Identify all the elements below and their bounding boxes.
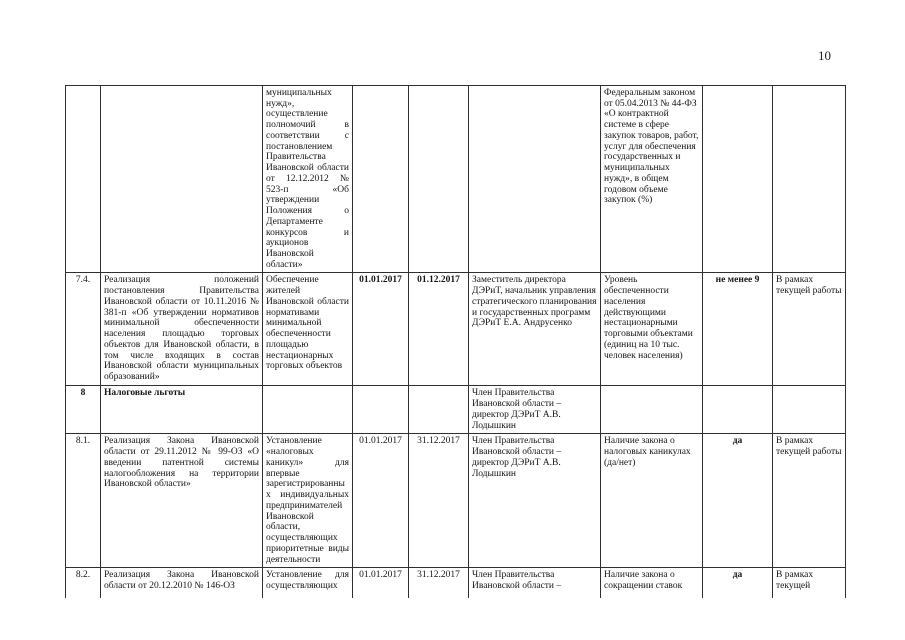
cell-indicator: Уровень обеспеченности населения действующими нестационарными торговыми объектами (единиц на 10 тыс. человек населения) [601, 273, 703, 386]
table-row [66, 273, 846, 386]
table-row [66, 434, 846, 568]
table-row-continuation [66, 86, 846, 273]
cell-start-date: 01.01.2017 [353, 434, 409, 568]
cell-start-date [353, 86, 409, 273]
cell-number: 7.4. [66, 273, 101, 386]
cell-start-date: 01.01.2017 [353, 273, 409, 386]
cell-indicator: Наличие закона о налоговых каникулах (да/нет) [601, 434, 703, 568]
cell-responsible: Член Правительства Ивановской области – [469, 568, 601, 598]
cell-value: да [703, 568, 773, 598]
cell-end-date: 01.12.2017 [409, 273, 469, 386]
cell-name [101, 86, 263, 273]
cell-measure: Установление для осуществляющих [263, 568, 353, 598]
table-row-cutoff [66, 568, 846, 598]
cell-number: 8.2. [66, 568, 101, 598]
cell-framework [773, 386, 846, 434]
cell-end-date: 31.12.2017 [409, 434, 469, 568]
cell-measure: Установление «налоговых каникул» для впервые зарегистрированных индивидуальных предпринимателей Ивановской области, осуществляющих приоритетные виды деятельности [263, 434, 353, 568]
cell-number [66, 86, 101, 273]
cell-indicator: Федеральным законом от 05.04.2013 № 44-ФЗ «О контрактной системе в сфере закупок товаров, работ, услуг для обеспечения государственных и муниципальных нужд», в общем годовом объеме закупок (%) [601, 86, 703, 273]
cell-responsible: Член Правительства Ивановской области – директор ДЭРиТ А.В. Лодышкин [469, 386, 601, 434]
cell-name: Реализация Закона Ивановской области от 20.12.2010 № 146-ОЗ [101, 568, 263, 598]
cell-value: да [703, 434, 773, 568]
cell-number: 8.1. [66, 434, 101, 568]
cell-end-date [409, 86, 469, 273]
cell-framework: В рамках текущей работы [773, 273, 846, 386]
cell-indicator: Наличие закона о сокращении ставок [601, 568, 703, 598]
cell-value [703, 86, 773, 273]
table-row-section [66, 386, 846, 434]
cell-measure: Обеспечение жителей Ивановской области нормативами минимальной обеспеченности площадью нестационарных торговых объектов [263, 273, 353, 386]
cell-start-date [353, 386, 409, 434]
cell-end-date: 31.12.2017 [409, 568, 469, 598]
cell-responsible: Заместитель директора ДЭРиТ, начальник управления стратегического планирования и государственных программ ДЭРиТ Е.А. Андрусенко [469, 273, 601, 386]
cell-measure [263, 386, 353, 434]
cell-value [703, 386, 773, 434]
cell-name: Реализация положений постановления Правительства Ивановской области от 10.11.2016 № 381-п «Об утверждении нормативов минимальной обеспеченности населения площадью торговых объектов для Ивановской области, в том числе входящих в состав Ивановской области муниципальных образований» [101, 273, 263, 386]
cell-value: не менее 9 [703, 273, 773, 386]
cell-responsible: Член Правительства Ивановской области – директор ДЭРиТ А.В. Лодышкин [469, 434, 601, 568]
page-number: 10 [818, 48, 831, 63]
cell-number: 8 [66, 386, 101, 434]
cell-start-date: 01.01.2017 [353, 568, 409, 598]
cell-measure: муниципальных нужд», осуществление полномочий в соответствии с постановлением Правительства Ивановской области от 12.12.2012 № 523-п «Об утверждении Положения о Департаменте конкурсов и аукционов Ивановской области» [263, 86, 353, 273]
cell-framework: В рамках текущей работы [773, 434, 846, 568]
cell-responsible [469, 86, 601, 273]
cell-name: Реализация Закона Ивановской области от 29.11.2012 № 99-ОЗ «О введении патентной системы налогообложения на территории Ивановской области» [101, 434, 263, 568]
cell-indicator [601, 386, 703, 434]
measures-table [65, 85, 846, 598]
cell-section-title: Налоговые льготы [101, 386, 263, 434]
cell-framework [773, 86, 846, 273]
cell-end-date [409, 386, 469, 434]
cell-framework: В рамках текущей [773, 568, 846, 598]
